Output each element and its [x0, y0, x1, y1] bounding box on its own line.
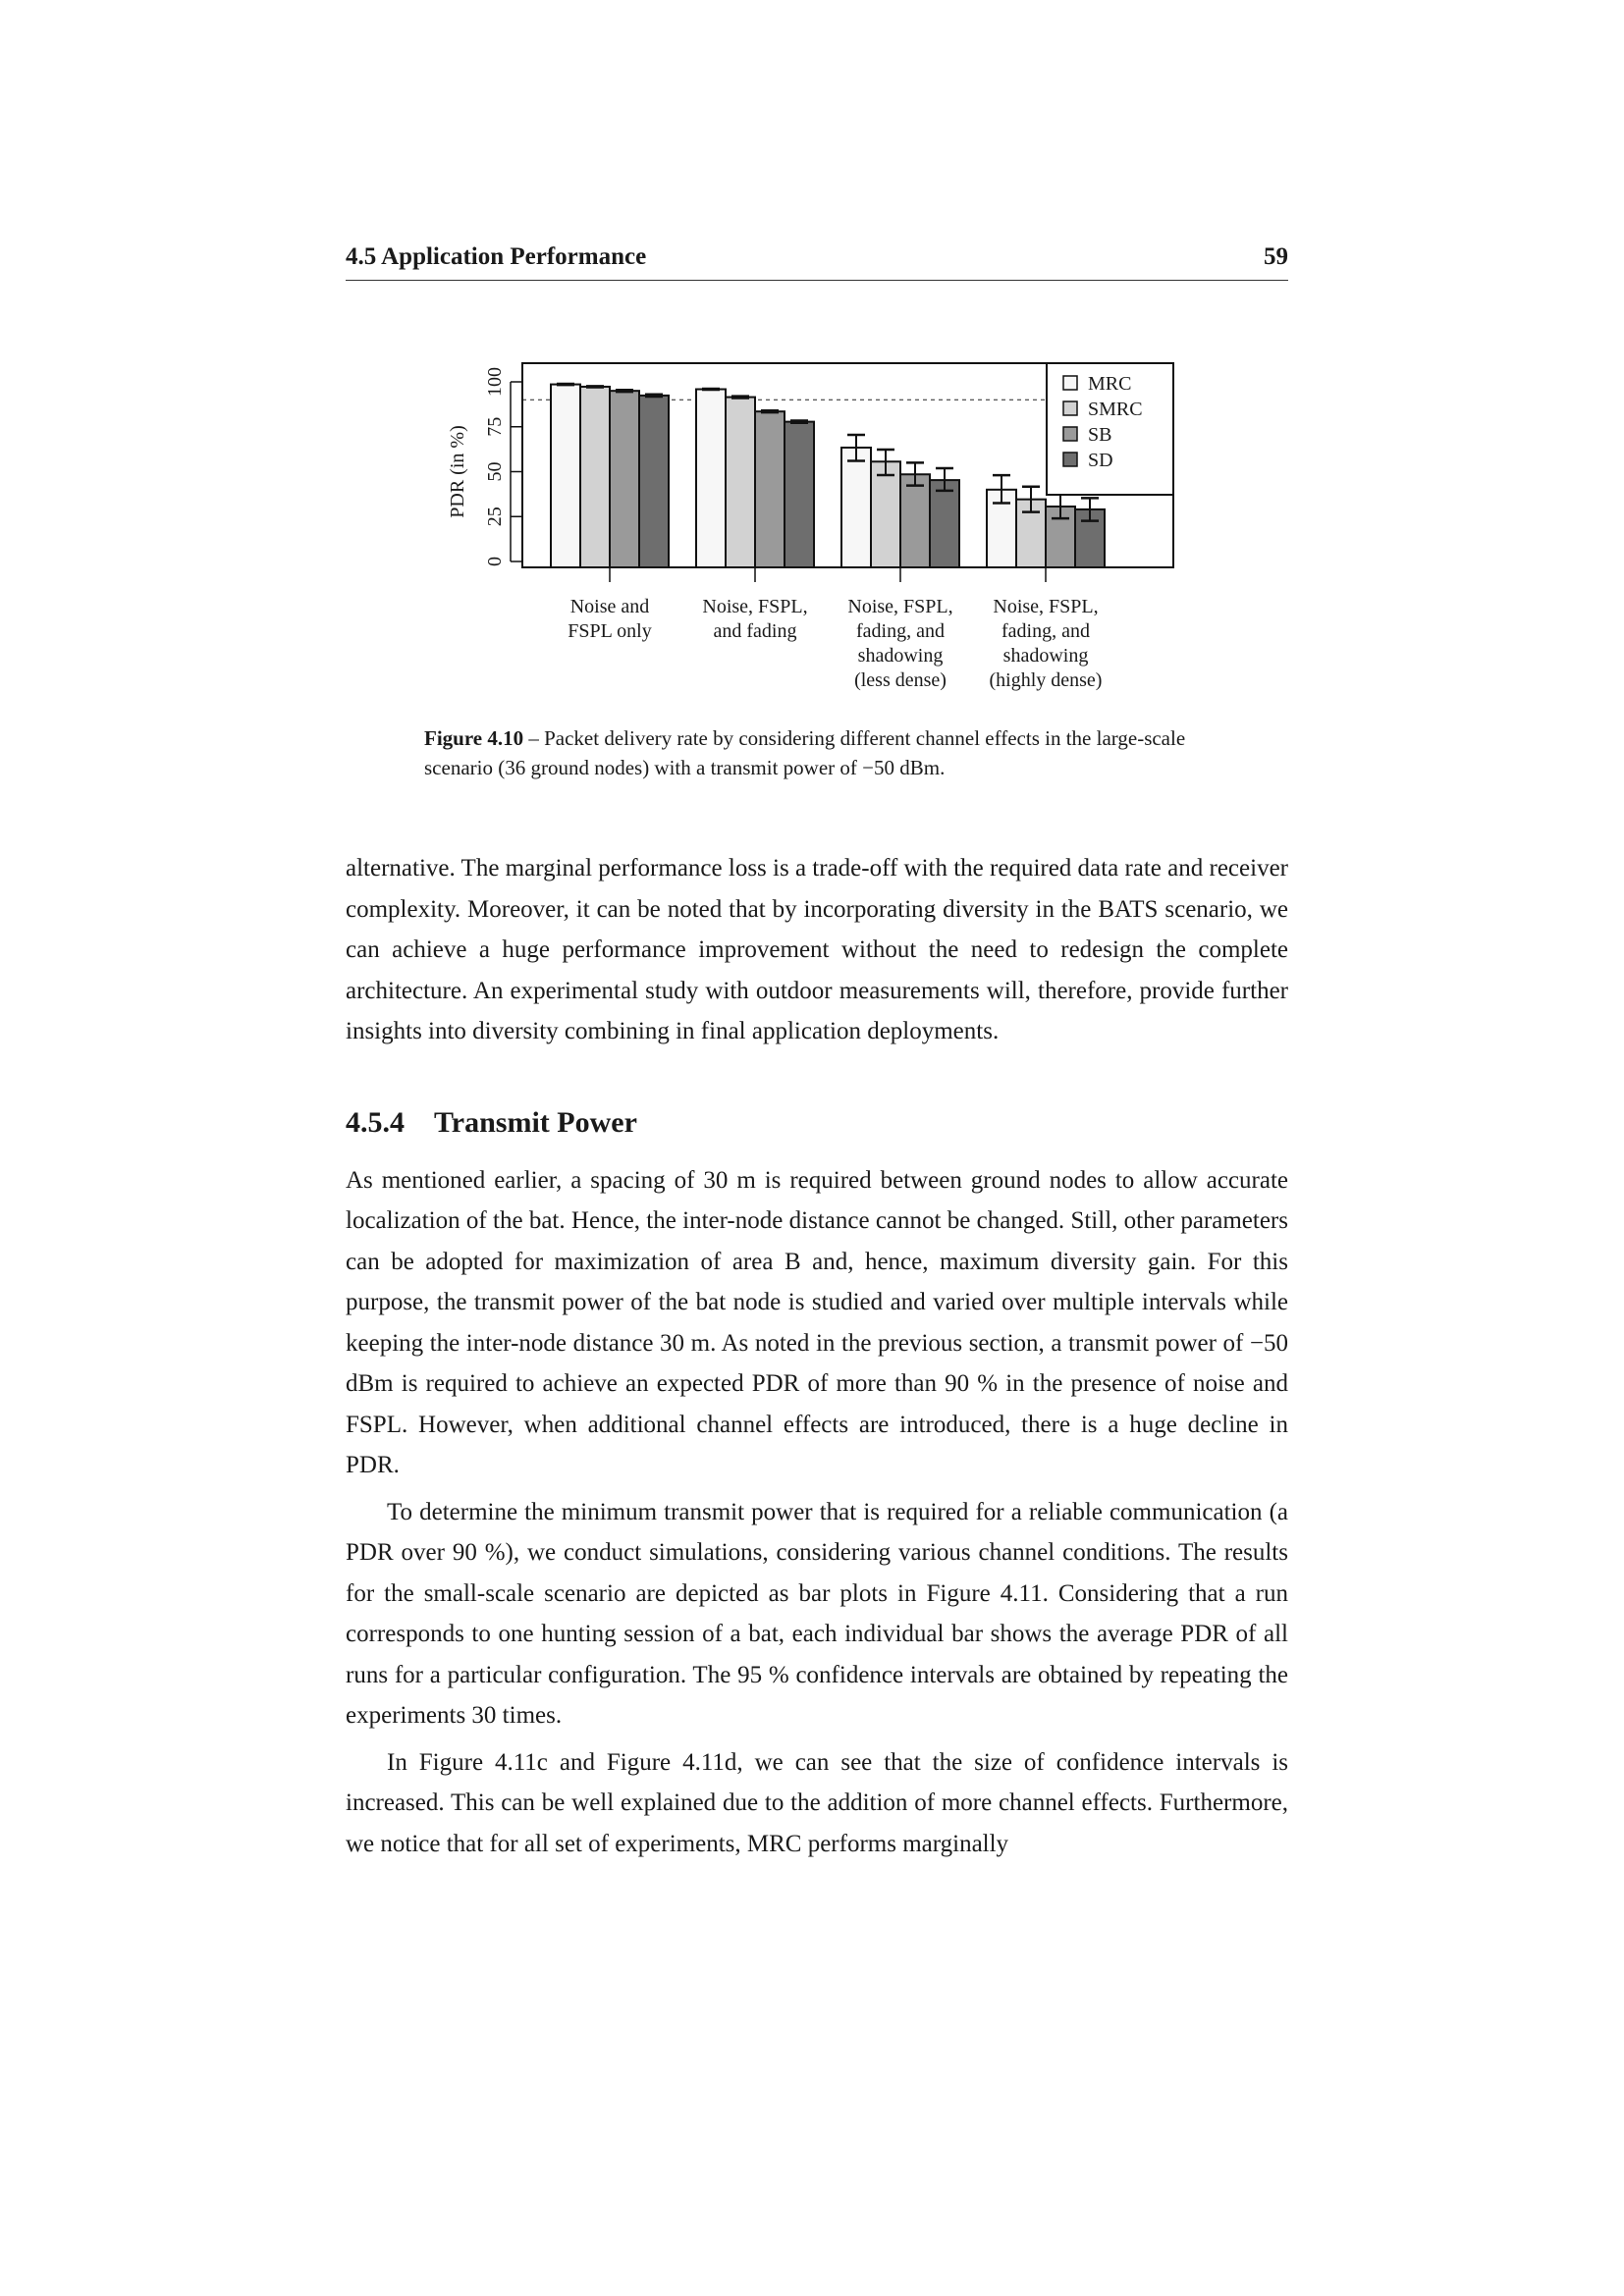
bar-mrc — [551, 385, 580, 567]
legend-swatch-smrc — [1063, 401, 1077, 415]
x-tick-label: and fading — [713, 620, 797, 642]
legend-label-smrc: SMRC — [1088, 399, 1143, 420]
bar-sb — [755, 411, 785, 567]
y-tick-label: 75 — [484, 416, 506, 437]
paragraph-4 — [346, 1742, 1288, 1865]
bar-mrc — [696, 390, 726, 567]
bar-smrc — [580, 387, 610, 567]
x-tick-label: (less dense) — [854, 669, 947, 691]
x-tick-label: fading, and — [856, 620, 945, 642]
paragraph-3-text: To determine the minimum transmit power that is required for a reliable communication (a PDR over 90 %), we conduct simulations, considering various channel conditions. The results for the small-scale scenario are depicted as bar plots in Figure 4.11. Considering that a run corresponds to one hunting session of a bat, each individual bar shows the average PDR of all runs for a particular configuration. The 95 % confidence intervals are obtained by repeating the experiments 30 times. — [346, 1498, 1288, 1729]
paragraph-2 — [346, 1160, 1288, 1486]
x-tick-label: Noise, FSPL, — [702, 596, 808, 617]
legend-swatch-mrc — [1063, 376, 1077, 390]
y-tick-label: 0 — [484, 557, 506, 566]
section-heading — [346, 1103, 1288, 1143]
paragraph-1-text: alternative. The marginal performance loss is a trade-off with the required data rate and receiver complexity. Moreover, it can be noted that by incorporating diversity in the BATS scenario, we can achieve a huge performance improvement without the need to redesign the complete architecture. An experimental study with outdoor measurements will, therefore, provide further insights into diversity combining in final application deployments. — [346, 855, 1288, 1044]
x-tick-label: (highly dense) — [989, 669, 1103, 691]
caption-text: – Packet delivery rate by considering different channel effects in the large-scale scenario (36 ground nodes) with a transmit power of −50 dBm. — [424, 726, 1186, 779]
bar-sd — [785, 422, 814, 567]
paragraph-3 — [346, 1492, 1288, 1736]
pdr-bar-chart — [432, 353, 1198, 692]
caption-label: Figure 4.10 — [424, 726, 524, 750]
x-tick-label: shadowing — [1002, 645, 1089, 667]
page-number: 59 — [1264, 243, 1288, 270]
section-title: 4.5 Application Performance — [346, 243, 647, 270]
paragraph-4-text: In Figure 4.11c and Figure 4.11d, we can see that the size of confidence intervals is increased. This can be well explained due to the addition of more channel effects. Furthermore, we notice that for all set of experiments, MRC performs marginally — [346, 1748, 1288, 1857]
bar-smrc — [726, 398, 755, 567]
legend-label-sb: SB — [1088, 424, 1112, 446]
section-number: 4.5.4 — [346, 1105, 405, 1139]
bar-sd — [639, 396, 669, 567]
paragraph-1 — [346, 848, 1288, 1052]
body-text — [346, 848, 1288, 1864]
bar-sd — [930, 480, 959, 567]
legend-swatch-sd — [1063, 453, 1077, 466]
bar-sb — [610, 391, 639, 567]
x-tick-label: Noise, FSPL, — [847, 596, 953, 617]
y-tick-label: 25 — [484, 507, 506, 527]
x-tick-label: FSPL only — [568, 620, 652, 642]
x-tick-label: shadowing — [857, 645, 944, 667]
bar-mrc — [841, 448, 871, 567]
legend-swatch-sb — [1063, 427, 1077, 441]
bar-smrc — [871, 461, 900, 567]
section-heading-title: Transmit Power — [434, 1105, 637, 1139]
legend-label-sd: SD — [1088, 450, 1113, 471]
running-header — [346, 243, 1288, 271]
y-tick-label: 50 — [484, 461, 506, 482]
figure-caption — [424, 723, 1210, 782]
x-tick-label: Noise and — [569, 596, 650, 617]
paragraph-2-text: As mentioned earlier, a spacing of 30 m is required between ground nodes to allow accurate localization of the bat. Hence, the inter-node distance cannot be changed. Still, other parameters can be adopted for maximization of area B and, hence, maximum diversity gain. For this purpose, the transmit power of the bat node is studied and varied over multiple intervals while keeping the inter-node distance 30 m. As noted in the previous section, a transmit power of −50 dBm is required to achieve an expected PDR of more than 90 % in the presence of noise and FSPL. However, when additional channel effects are introduced, there is a huge decline in PDR. — [346, 1166, 1288, 1478]
header-rule — [346, 280, 1288, 281]
x-tick-label: Noise, FSPL, — [993, 596, 1099, 617]
x-tick-label: fading, and — [1001, 620, 1090, 642]
y-tick-label: 100 — [484, 367, 506, 397]
legend-label-mrc: MRC — [1088, 373, 1132, 395]
bar-sb — [900, 474, 930, 567]
y-axis-label: PDR (in %) — [447, 425, 468, 518]
